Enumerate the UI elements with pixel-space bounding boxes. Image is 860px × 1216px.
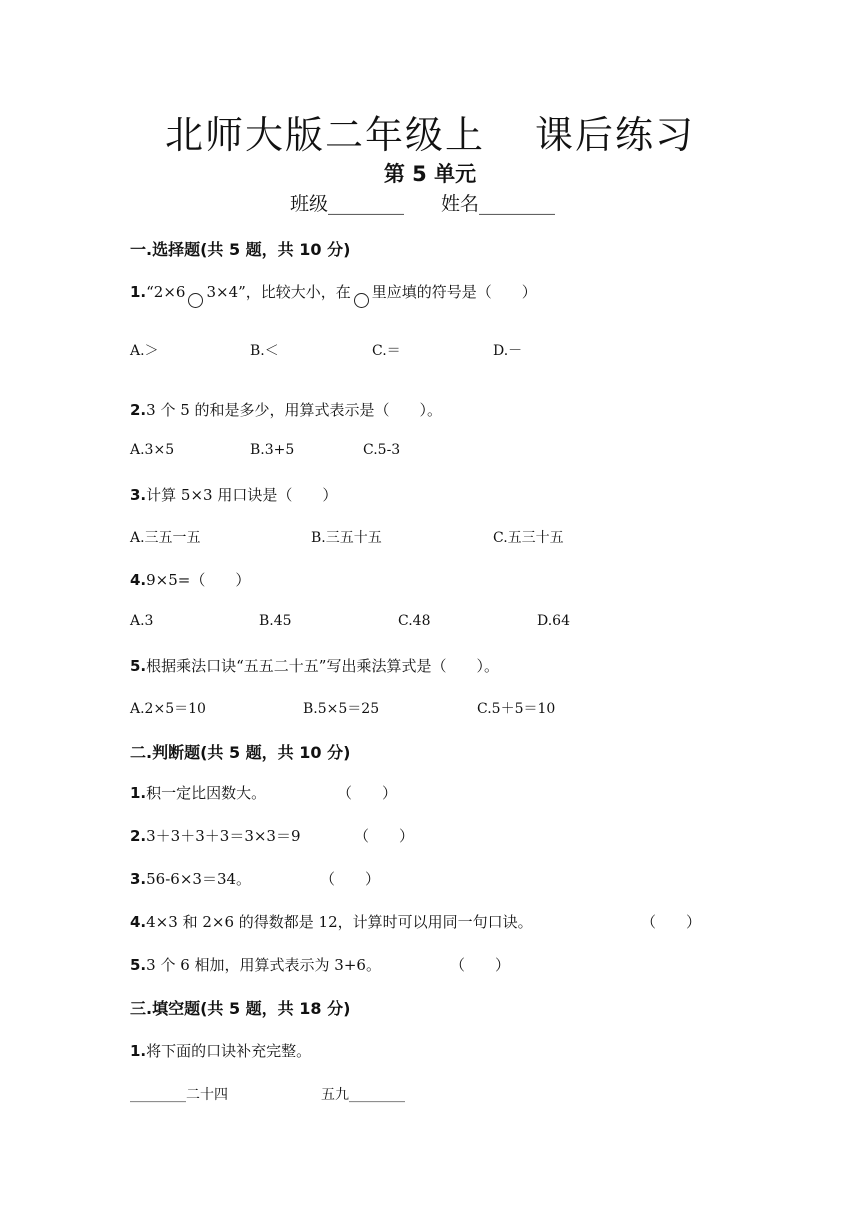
option: A.＞ bbox=[130, 343, 159, 359]
option: C.5＋5＝10 bbox=[477, 701, 556, 717]
q-text: 里应填的符号是（ ） bbox=[371, 283, 537, 301]
option: C.48 bbox=[398, 613, 431, 629]
option: D.－ bbox=[493, 343, 523, 359]
title-right: 课后练习 bbox=[535, 113, 696, 157]
option: B.45 bbox=[259, 613, 292, 629]
q-text: 3×4”，比较大小，在 bbox=[206, 283, 351, 301]
option: C.5-3 bbox=[363, 442, 401, 458]
class-field: 班级________ bbox=[290, 193, 405, 215]
q-text: 积一定比因数大。 bbox=[146, 784, 267, 802]
judge-q4 bbox=[130, 911, 533, 932]
q-text: 计算 5×3 用口诀是（ ） bbox=[146, 486, 338, 504]
choice-q4 bbox=[130, 569, 250, 590]
q-number: 2. bbox=[130, 401, 147, 419]
q-number: 4. bbox=[130, 571, 147, 589]
q-number: 3. bbox=[130, 870, 147, 888]
judge-q1 bbox=[130, 782, 266, 803]
answer-paren: （ ） bbox=[450, 956, 511, 974]
option: C.＝ bbox=[372, 343, 401, 359]
page-title bbox=[0, 104, 860, 159]
q-number: 1. bbox=[130, 283, 147, 301]
option: B.3+5 bbox=[250, 442, 295, 458]
section-choice-header: 一.选择题(共 5 题，共 10 分) bbox=[130, 240, 351, 259]
choice-q1 bbox=[130, 281, 537, 308]
q-text: 将下面的口诀补充完整。 bbox=[146, 1042, 312, 1060]
judge-q3 bbox=[130, 868, 251, 889]
fill-q1 bbox=[130, 1040, 311, 1061]
answer-paren: （ ） bbox=[337, 784, 398, 802]
section-fill-header: 三.填空题(共 5 题，共 18 分) bbox=[130, 999, 351, 1018]
option: A.3×5 bbox=[130, 442, 175, 458]
q-text: 9×5=（ ） bbox=[146, 571, 251, 589]
choice-q2 bbox=[130, 399, 442, 420]
answer-paren: （ ） bbox=[320, 870, 381, 888]
answer-paren: （ ） bbox=[354, 827, 415, 845]
judge-q5 bbox=[130, 954, 381, 975]
q-number: 2. bbox=[130, 827, 147, 845]
option: B.5×5＝25 bbox=[303, 701, 380, 717]
q-text: 根据乘法口诀“五五二十五”写出乘法算式是（ ）。 bbox=[146, 657, 499, 675]
q-number: 3. bbox=[130, 486, 147, 504]
section-judge-header: 二.判断题(共 5 题，共 10 分) bbox=[130, 743, 351, 762]
option: B.三五十五 bbox=[311, 530, 382, 546]
title-left: 北师大版二年级上 bbox=[164, 113, 485, 157]
option: D.64 bbox=[537, 613, 570, 629]
name-field: 姓名________ bbox=[441, 193, 556, 215]
unit-label: 第 5 单元 bbox=[383, 162, 477, 186]
q-text: 56-6×3＝34。 bbox=[146, 870, 252, 888]
fill-blank: ________二十四 bbox=[130, 1087, 228, 1103]
q-number: 5. bbox=[130, 956, 147, 974]
circle-blank-icon bbox=[188, 293, 203, 308]
q-text: 3 个 5 的和是多少，用算式表示是（ ）。 bbox=[146, 401, 443, 419]
judge-q2 bbox=[130, 825, 301, 846]
circle-blank-icon bbox=[354, 293, 369, 308]
q-text: 3＋3＋3＋3＝3×3＝9 bbox=[146, 827, 301, 845]
q-text: 3 个 6 相加，用算式表示为 3+6。 bbox=[146, 956, 381, 974]
q-text: “2×6 bbox=[146, 283, 186, 301]
q-text: 4×3 和 2×6 的得数都是 12，计算时可以用同一句口诀。 bbox=[146, 913, 533, 931]
option: A.3 bbox=[130, 613, 154, 629]
choice-q5 bbox=[130, 655, 499, 676]
choice-q3 bbox=[130, 484, 337, 505]
option: B.＜ bbox=[250, 343, 279, 359]
q-number: 1. bbox=[130, 784, 147, 802]
q-number: 5. bbox=[130, 657, 147, 675]
q-number: 1. bbox=[130, 1042, 147, 1060]
answer-paren: （ ） bbox=[641, 913, 702, 931]
q-number: 4. bbox=[130, 913, 147, 931]
fill-blank: 五九________ bbox=[321, 1087, 405, 1103]
option: A.三五一五 bbox=[130, 530, 201, 546]
option: A.2×5＝10 bbox=[130, 701, 206, 717]
option: C.五三十五 bbox=[493, 530, 564, 546]
